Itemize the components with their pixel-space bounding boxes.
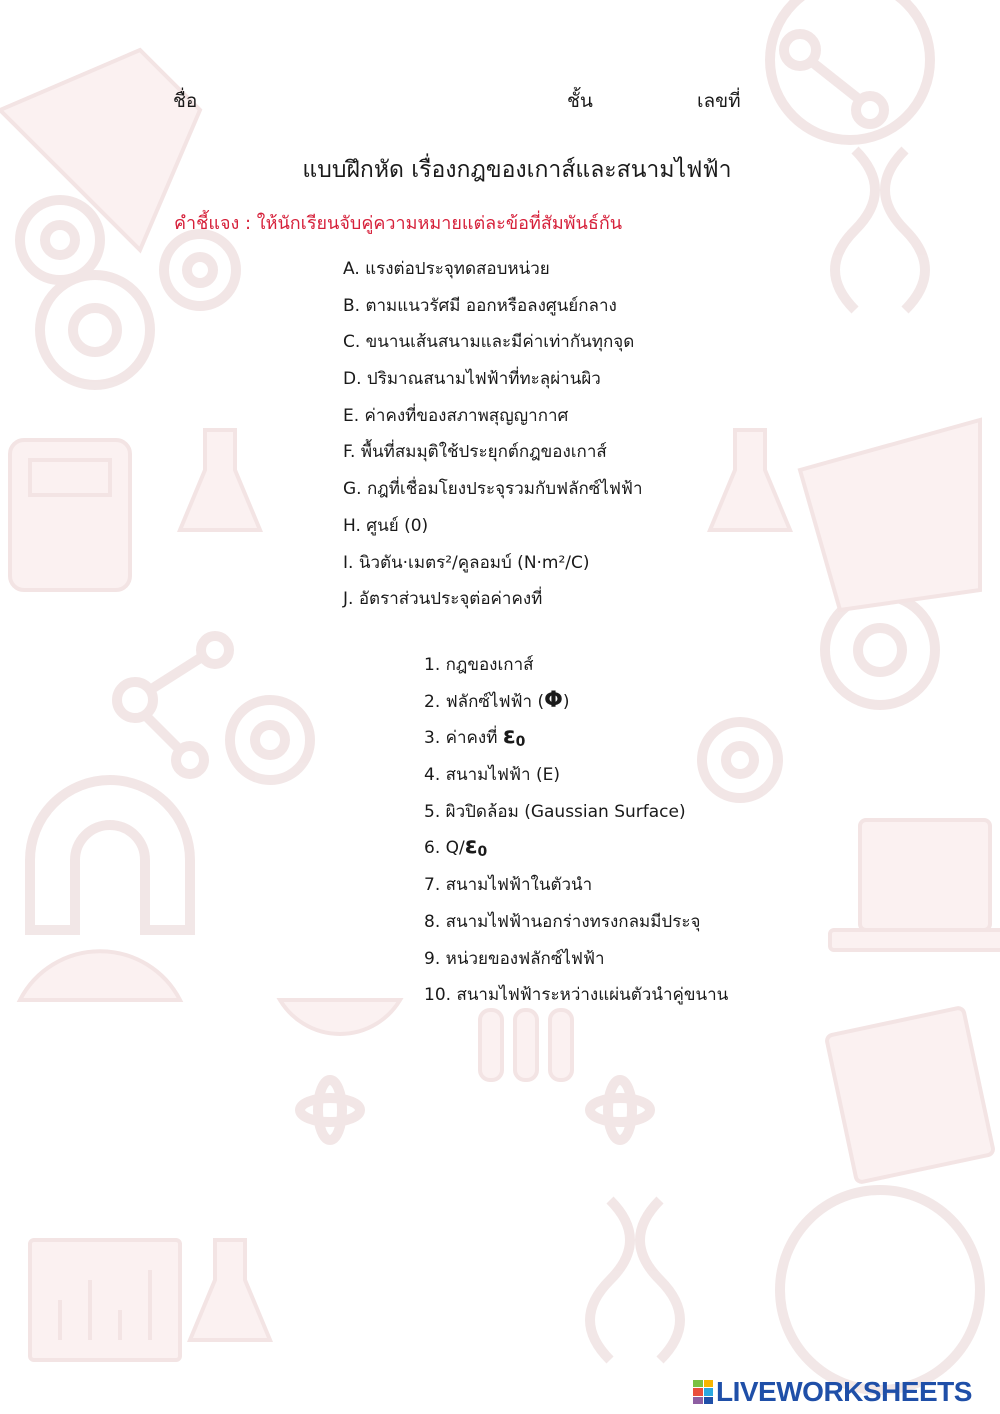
epsilon-zero-symbol xyxy=(503,723,526,749)
epsilon-zero-symbol xyxy=(465,833,488,859)
phi-symbol: Φ xyxy=(544,687,563,713)
item-2-text: 2. ฟลักซ์ไฟฟ้า ( xyxy=(424,691,545,712)
item-10: 10. สนามไฟฟ้าระหว่างแผ่นตัวนำคู่ขนาน xyxy=(424,985,729,1006)
liveworksheets-logo[interactable] xyxy=(693,1376,972,1408)
instruction-text: คำชี้แจง : ให้นักเรียนจับคู่ความหมายแต่ละข้อที่สัมพันธ์กัน xyxy=(174,213,623,234)
item-1: 1. กฎของเกาส์ xyxy=(424,655,534,675)
liveworksheets-logo-icon xyxy=(693,1380,713,1404)
option-a: A. แรงต่อประจุทดสอบหน่วย xyxy=(343,259,550,279)
option-b: B. ตามแนวรัศมี ออกหรือลงศูนย์กลาง xyxy=(343,295,617,316)
student-number-label: เลขที่ xyxy=(697,90,741,112)
option-e: E. ค่าคงที่ของสภาพสุญญากาศ xyxy=(343,405,569,426)
epsilon-subscript: 0 xyxy=(515,734,526,751)
option-h: H. ศูนย์ (0) xyxy=(343,515,429,536)
item-3-text: 3. ค่าคงที่ xyxy=(424,728,503,749)
option-j: J. อัตราส่วนประจุต่อค่าคงที่ xyxy=(343,589,543,610)
item-7: 7. สนามไฟฟ้าในตัวนำ xyxy=(424,875,593,896)
option-d: D. ปริมาณสนามไฟฟ้าที่ทะลุผ่านผิว xyxy=(343,369,601,390)
item-9: 9. หน่วยของฟลักซ์ไฟฟ้า xyxy=(424,948,605,969)
worksheet-title: แบบฝึกหัด เรื่องกฎของเกาส์และสนามไฟฟ้า xyxy=(302,157,732,183)
item-6 xyxy=(424,835,728,872)
item-8: 8. สนามไฟฟ้านอกร่างทรงกลมมีประจุ xyxy=(424,911,701,932)
option-i: I. นิวตัน·เมตร²/คูลอมบ์ (N·m²/C) xyxy=(343,552,590,573)
epsilon-subscript: 0 xyxy=(477,844,488,861)
item-6-text: 6. Q/ xyxy=(424,838,465,859)
epsilon-symbol: ε xyxy=(502,723,516,750)
option-f: F. พื้นที่สมมุติใช้ประยุกต์กฎของเกาส์ xyxy=(343,442,607,463)
item-4: 4. สนามไฟฟ้า (E) xyxy=(424,765,560,786)
item-3 xyxy=(424,725,728,762)
liveworksheets-logo-text: LIVEWORKSHEETS xyxy=(716,1376,972,1407)
name-label: ชื่อ xyxy=(173,90,198,112)
item-2-close: ) xyxy=(562,691,570,712)
item-5: 5. ผิวปิดล้อม (Gaussian Surface) xyxy=(424,801,686,822)
option-g: G. กฎที่เชื่อมโยงประจุรวมกับฟลักซ์ไฟฟ้า xyxy=(343,479,643,500)
item-2 xyxy=(424,689,728,726)
question-items-list xyxy=(424,652,728,1019)
answer-options-list xyxy=(343,256,642,623)
option-c: C. ขนานเส้นสนามและมีค่าเท่ากันทุกจุด xyxy=(343,332,635,353)
class-label: ชั้น xyxy=(567,90,593,112)
epsilon-symbol: ε xyxy=(464,833,478,860)
